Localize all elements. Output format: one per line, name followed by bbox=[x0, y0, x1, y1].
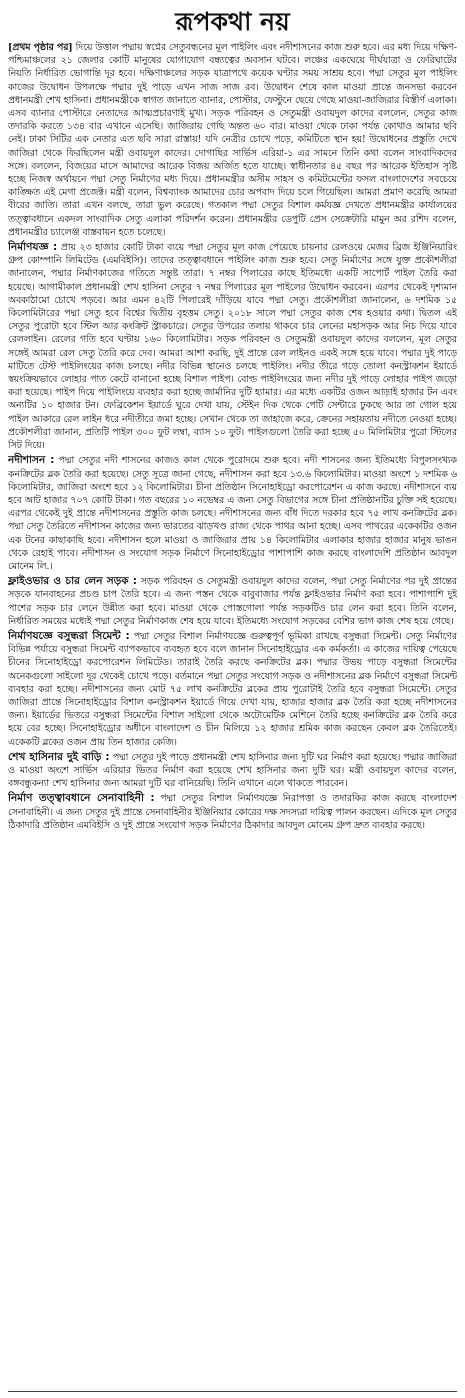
section-heading: নদীশাসন : bbox=[8, 454, 55, 467]
section-heading: নির্মাণযজ্ঞে বসুন্ধরা সিমেন্ট : bbox=[8, 629, 130, 642]
article-body bbox=[8, 41, 457, 1389]
section-heading: ফ্লাইওভার ও চার লেন সড়ক : bbox=[8, 575, 138, 588]
paragraph-text: দিয়ে উত্তাল পদ্মায় স্বপ্নের সেতুবন্ধনের মূল পাইলিং এবং নদীশাসনের কাজ শুরু হবে। এর মধ্য দিয়ে দক্ষিণ-পশ্চিমাঞ্চলের ২১ জেলার কোটি মানুষের যোগাযোগ বন্ধ্যত্বের অবসান ঘটবে। লঞ্চের একঘেয়ে দীর্ঘযাত্রা ও ফেরিঘাটের নিয়তি নির্ধারিত ভোগান্তি দূর হবে। দক্ষিণাঞ্চলের সড়ক যাত্রাপথে কয়েক ঘণ্টার সময় সাশ্রয় হবে। পদ্মা সেতুর মূল পাইলিং কাজের উদ্বোধন উপলক্ষে পদ্মার দুই পাড়ে এখন সাজ সাজ রব। উদ্বোধন শেষে কাল মাওয়া প্রান্তে জনসভা করবেন প্রধানমন্ত্রী শেখ হাসিনা। প্রধানমন্ত্রীকে স্বাগত জানাতে ব্যানার, পোস্টার, ফেস্টুনে ছেয়ে গেছে মাওয়া-জাজিরার বিস্তীর্ণ এলাকা। এসব ব্যানার পোস্টারে নেতাদের আত্মপ্রচারণাই মুখ্য। সড়ক পরিবহন ও সেতুমন্ত্রী ওবায়দুল কাদের বললেন, সেতুর কাজ তদারকি করতে ১৩৪ বার এখানে এসেছি। জাজিরায় গেছি অন্তত ৬০ বার। মাওয়া থেকে ঢাকা পর্যন্ত কোথাও আমার ছবি নেই। ঢাকা সিটির এক নেতার এত ছবি সারা রাস্তায়! যদি নেত্রীর চোখে পড়ে, কমিটিতে স্থান হয়! উদ্বোধনের প্রস্তুতি দেখে জাজিরা থেকে ফিরছিলেন মন্ত্রী ওবায়দুল কাদের। দোগাছির সার্ভিস এরিয়া-১ এর সামনে তিনি কথা বলেন সাংবাদিকদের সঙ্গে। বললেন, বিজয়ের মাসে আমাদের আরেক বিজয় অর্জিত হতে যাচ্ছে। স্বাধীনতার ৪৫ বছর পর আরেক ইতিহাস সৃষ্টি হচ্ছে নিজস্ব অর্থায়নে পদ্মা সেতু নির্মাণের মধ্য দিয়ে। প্রধানমন্ত্রীর অসীম সাহস ও কমিটমেন্টের ফসল বাংলাদেশের সবচেয়ে কাঙ্ক্ষিত এই মেগা প্রজেক্ট। মন্ত্রী বলেন, বিশ্বব্যাংক আমাদের চোর অপবাদ দিয়ে চলে গিয়েছিল। আমরা প্রমাণ করেছি আমরা বীরের জাতি। তারা এখন বলছে, তারা ভুল করেছে। গতকাল পদ্মা সেতুর বিশাল কর্মযজ্ঞ দেখতে প্রধানমন্ত্রীর কার্যালয়ের তত্ত্বাবধানে একদল সাংবাদিক সেতু এলাকা পরিদর্শন করেন। প্রধানমন্ত্রীর ডেপুটি প্রেস সেক্রেটারি মামুন অর রশিদ বলেন, প্রধানমন্ত্রীর চ্যালেঞ্জ বাস্তবায়ন হতে চলেছে। bbox=[8, 42, 457, 238]
article-headline: রূপকথা নয় bbox=[175, 7, 290, 36]
intro-paragraph bbox=[8, 41, 457, 239]
section-river-training bbox=[8, 454, 457, 573]
bottom-divider bbox=[8, 1391, 457, 1398]
paragraph-text: পদ্মা সেতুর বিশাল নির্মাণযজ্ঞে নিরাপত্তা ও তদারকির কাজ করছে বাংলাদেশ সেনাবাহিনী। এ জন্য সেতুর দুই প্রান্তে সেনাবাহিনীর ইঞ্জিনিয়ার কোরের দক্ষ সদস্যরা দায়িত্ব পালন করছেন। এদিকে মূল সেতুর ঠিকাদারি প্রতিষ্ঠান এমবিইসি ও দুই প্রান্তে সংযোগ সড়ক নির্মাণের ঠিকাদার আবদুল মোনেম গ্রুপ দ্রুত ব্যবহার করছে। bbox=[8, 793, 457, 831]
paragraph-text: পদ্মা সেতুর দুই পাড়ে প্রধানমন্ত্রী শেখ হাসিনার জন্য দুটি ঘর নির্মাণ করা হয়েছে। পদ্মার জাজিরা ও মাওয়া অংশে সার্ভিস এরিয়ার ভিতর নির্মাণ করা হয়েছে শেখ হাসিনার জন্য দুটি ঘর। মন্ত্রী ওবায়দুল কাদের বলেন, বঙ্গবন্ধুকন্যা শেখ হাসিনার জন্য আমরা দুটি ঘর বানিয়েছি। তিনি এখানে এলে থাকতে পারবেন। bbox=[8, 751, 457, 790]
section-construction bbox=[8, 241, 457, 452]
section-heading: শেখ হাসিনার দুই বাড়ি : bbox=[8, 750, 110, 763]
paragraph-text: পদ্মা সেতুর বিশাল নির্মাণযজ্ঞে গুরুত্বপূর্ণ ভূমিকা রাখছে বসুন্ধরা সিমেন্ট। সেতু নির্মাণের বিভিন্ন পর্যায়ে বসুন্ধরা সিমেন্ট ব্যাপকভাবে ব্যবহৃত হবে বলে জানান সিনোহাইড্রোর এক কর্মকর্তা। এ কাজের দায়িত্ব পেয়েছে চীনের সিনোহাইড্রো করপোরেশন লিমিটেড। তারাই তৈরি করছে কনক্রিটের ব্লক। পদ্মার উভয় পাড়ে বসুন্ধরা সিমেন্টের অনেকগুলো সাইলো দূর থেকেই চোখে পড়ে। বর্তমানে পদ্মা সেতুর সংযোগ সড়ক ও নদীশাসনের ব্লক নির্মাণে বসুন্ধরা সিমেন্ট ব্যবহার করা হচ্ছে। নদীশাসনের জন্য মোট ৭৫ লাখ কনক্রিটের ব্লকের প্রায় পুরোটাই তৈরি হবে বসুন্ধরা সিমেন্টে। সেতুর জাজিরা প্রান্তে সিনোহাইড্রোর বিশাল কনস্ট্রাকশন ইয়ার্ডে গিয়ে দেখা যায়, হাজার হাজার ব্লক তৈরি করা হচ্ছে নদীশাসনের জন্য। ইয়ার্ডের ভিতরে বসুন্ধরা সিমেন্টের বিশাল সাইলো থেকে অটোমেটিক মেশিনে তৈরি হচ্ছে কনক্রিটের ব্লক তৈরি করে হয়ে বের হচ্ছে। সিনোহাইড্রোর অধীনে বাংলাদেশ ও চীন মিলিয়ে ১২ হাজার শ্রমিক কাজ করছেন কেবল ব্লক তৈরিতেই। একেকটি ব্লকের ওজন প্রায় তিন হাজার কেজি। bbox=[8, 630, 457, 748]
section-army-supervision bbox=[8, 792, 457, 832]
section-heading: নির্মাণযজ্ঞ : bbox=[8, 241, 58, 254]
paragraph-text: পদ্মা সেতুর নদী শাসনের কাজও কাল থেকে পুরোদমে শুরু হবে। নদী শাসনের জন্য ইতিমধ্যে বিপুলসংখ্যক কনক্রিটের ব্লক তৈরি করা হয়েছে। সেতু সূত্রে জানা গেছে, নদীশাসন করা হবে ১৩.৬ কিলোমিটার। মাওয়া অংশে ১ দশমিক ৬ কিলোমিটার, জাজিরা অংশে হবে ১২ কিলোমিটার। চীনা প্রতিষ্ঠান সিনোহাইড্রো করপোরেশন এ কাজ করছে। নদীশাসনে ব্যয় হবে আট হাজার ৭০৭ কোটি টাকা। গত বছরের ১০ নভেম্বর এ জন্য সেতু বিভাগের সঙ্গে চীনা প্রতিষ্ঠানটির চুক্তি সই হয়েছে। এরপর থেকেই দুই প্রান্তে নদীশাসনের প্রস্তুতি কাজ চলছে। নদীশাসনের জন্য বাঁধ দিতে দরকার হবে ৭৫ লাখ কনক্রিটের ব্লক। পদ্মা সেতু তৈরিতে নদীশাসন কাজের জন্য ভারতের ঝাড়খণ্ড রাজ্য থেকে পাথর আনা হচ্ছে। এসব পাথরের একেকটির ওজন এক টনের কাছাকাছি হবে। নদীশাসন হলে মাওয়া ও জাজিরার প্রায় ১৪ কিলোমিটার এলাকার হাজার হাজার মানুষ ভাঙন থেকে রেহাই পাবে। নদীশাসন ও সংযোগ সড়ক নির্মাণে সিনোহাইড্রোর পাশাপাশি কাজ করছে বাংলাদেশি প্রতিষ্ঠান আবদুল মোনেম লি.। bbox=[8, 455, 457, 572]
paragraph-text: সড়ক পরিবহন ও সেতুমন্ত্রী ওবায়দুল কাদের বলেন, পদ্মা সেতু নির্মাণের পর দুই প্রান্তের সড়কে যানবাহনের প্রচণ্ড চাপ তৈরি হবে। এ জন্য পস্তন থেকে বাবুবাজার পর্যন্ত ফ্লাইওভার নির্মাণ করা হবে। পাশাপাশি দুই পাশের সড়ক চার লেনে উন্নীত করা হবে। মাওয়া থেকে পোস্তগোলা পর্যন্ত সড়কটিও চার লেন করা হবে। তিনি বলেন, নির্ধারিত সময়ের মধ্যেই পদ্মা সেতুর নির্মাণকাজ শেষ হয়ে যাবে। ইতিমধ্যে সংযোগ সড়কের বেশির ভাগ কাজ শেষ হয়ে গেছে। bbox=[8, 576, 457, 627]
continuation-marker: [প্রথম পৃষ্ঠার পর] bbox=[8, 42, 73, 53]
paragraph-text: প্রায় ২৩ হাজার কোটি টাকা ব্যয়ে পদ্মা সেতুর মূল কাজ পেয়েছে চায়নার রেলওয়ে মেজর ব্রিজ ইঞ্জিনিয়ারিং গ্রুপ কোম্পানি লিমিটেড (এমবিইসি)। তাদের তত্ত্বাবধানে পাইলিং কাজ শুরু হবে। সেতু নির্মাণের সঙ্গে যুক্ত প্রকৌশলীরা জানালেন, পদ্মার নির্মাণকাজের গতিতে সন্তুষ্ট তারা। ৭ নম্বর পিলারের কাছে ইতিমধ্যে একটি সাপোর্ট পাইল তৈরি করা হয়েছে। আগামীকাল প্রধানমন্ত্রী শেখ হাসিনা সেতুর ৭ নম্বর পিলারের মূল পাইলের উদ্বোধন করবেন। এরপর থেকেই দৃশ্যমান অবকাঠামো চোখে পড়বে। আর এমন ৪২টি পিলারেই দাঁড়িয়ে যাবে পদ্মা সেতু। প্রকৌশলীরা জানালেন, ৬ দশমিক ১৫ কিলোমিটারের পদ্মা সেতু হবে বিশ্বের দ্বিতীয় বৃহত্তম সেতু। ২০১৮ সালে পদ্মা সেতুর কাজ শেষ হওয়ার কথা। দ্বিতল এই সেতুর পুরোটা হবে স্টিল আর কংক্রিট স্ট্রাকচারে। সেতুর উপরের তলায় থাকবে চার লেনের মহাসড়ক আর নিচ দিয়ে যাবে রেললাইন। রেলের গতি হবে ঘণ্টায় ১৬০ কিলোমিটার। সড়ক পরিবহন ও সেতুমন্ত্রী ওবায়দুল কাদের বললেন, মূল সেতুর সঙ্গেই আমরা রেল সেতু তৈরি করে দেব। আমরা আশা করছি, দুই প্রান্তে রেল লাইনও একই সঙ্গে হয়ে যাবে। পদ্মার দুই পাড়ে মাটিতে টেস্ট পাইলিংয়ের কাজ চলছে। নদীর বিভিন্ন স্থানেও চলছে পাইলিং। নদীর তীরে গড়ে তোলা কনস্ট্রাকশন ইয়ার্ডে স্বয়ংক্রিয়ভাবে লোহার পাত কেটে বানানো হচ্ছে বিশাল পাইপ। বোল্ড পাইলিংয়ের জন্য নদীর দুই পাড়ে লোহার পাইপ জড়ো করা হয়েছে। পাইপ দিয়ে পাইলিংয়ে ব্যবহার করা হচ্ছে জার্মানির দুটি হ্যামার। এর মধ্যে একটির ওজন আড়াই হাজার টন এবং অন্যটির ১০ হাজার টন। ফেব্রিকেশন ইয়ার্ডে ঘুরে দেখা যায়, স্টেইন দিক থেকে পেটি সেন্টারে ঢুকছে আর তা গোল হয়ে পাইল আকারে রেল লাইন ধরে নদীতীরে জমা হচ্ছে। সেখান থেকে তা জাহাজে করে, ক্রেনের সহায়তায় নদীতে নেওয়া হচ্ছে। প্রকৌশলীরা জানান, প্রতিটি পাইল ৩০০ ফুট লম্বা, ব্যাস ১০ ফুট। পাইলগুলো তৈরি করা হচ্ছে ৫০ মিলিমিটার পুরো স্টিলের সিট দিয়ে। bbox=[8, 242, 457, 452]
section-two-houses bbox=[8, 751, 457, 791]
section-flyover bbox=[8, 575, 457, 628]
section-heading: নির্মাণ তত্ত্বাবধানে সেনাবাহিনী : bbox=[8, 792, 155, 805]
section-cement bbox=[8, 630, 457, 749]
